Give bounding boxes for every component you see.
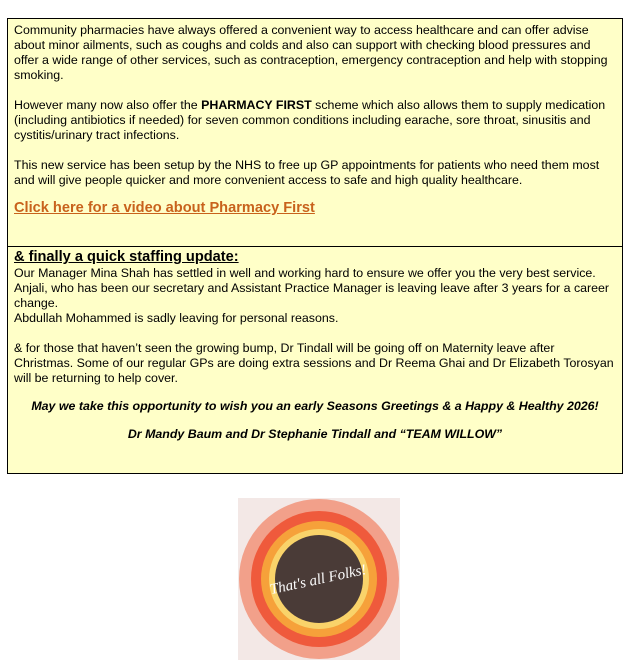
staffing-section (7, 246, 623, 474)
pharmacy-first-text-a: However many now also offer the (14, 98, 202, 112)
pharmacy-first-section (7, 18, 623, 247)
staffing-line-anjali: Anjali, who has been our secretary and Assistant Practice Manager is leaving leave after 3 years for a career change. (14, 281, 610, 310)
pharmacy-first-bold: PHARMACY FIRST (201, 98, 312, 112)
staffing-line-manager: Our Manager Mina Shah has settled in well and working hard to ensure we offer you the very best service. (14, 266, 596, 280)
pharmacy-first-video-link[interactable]: Click here for a video about Pharmacy First (14, 200, 315, 216)
pharmacy-intro-paragraph: Community pharmacies have always offered a convenient way to access healthcare and can offer advise about minor ailments, such as coughs and colds and also can support with checking blood pressures and offer a wide range of other services, such as contraception, emergency contraception and help with stopping smoking. (14, 23, 608, 82)
seasons-greeting: May we take this opportunity to wish you an early Seasons Greetings & a Happy & Healthy 2026! (31, 399, 599, 413)
staffing-heading: & finally a quick staffing update: (14, 249, 239, 265)
pharmacy-first-paragraph (14, 98, 616, 143)
pharmacy-first-text-b: scheme which also allows them to supply medication (including antibiotics if needed) for seven common conditions including earache, sore throat, sinusitis and cystitis/urinary tract infections. (14, 98, 606, 142)
staffing-line-abdullah: Abdullah Mohammed is sadly leaving for personal reasons. (14, 311, 339, 325)
logo-text: That's all Folks! (268, 562, 368, 599)
staffing-line-maternity: & for those that haven’t seen the growing bump, Dr Tindall will be going off on Maternity leave after Christmas. Some of our regular GPs are doing extra sessions and Dr Reema Ghai and Dr Elizabeth Torosyan will be returning to help cover. (14, 341, 614, 385)
nhs-service-paragraph: This new service has been setup by the NHS to free up GP appointments for patients who need them most and will give people quicker and more convenient access to safe and high quality healthcare. (14, 158, 600, 187)
thats-all-folks-logo (238, 498, 400, 660)
signoff: Dr Mandy Baum and Dr Stephanie Tindall and “TEAM WILLOW” (127, 427, 503, 441)
